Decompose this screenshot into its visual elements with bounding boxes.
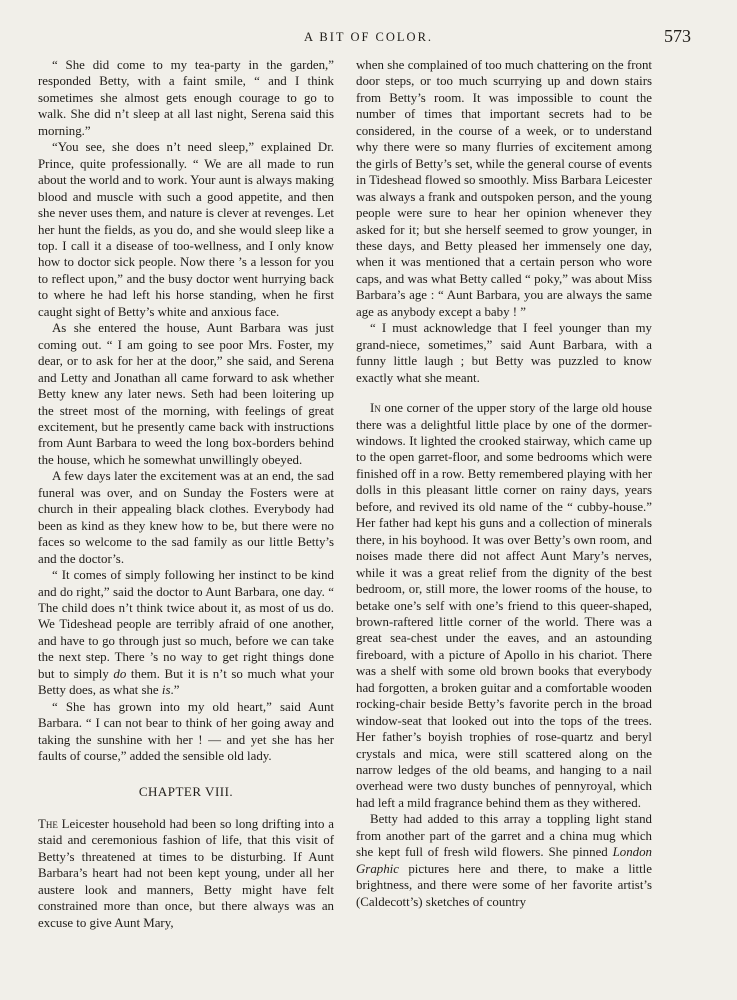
paragraph: “ She has grown into my old heart,” said Aunt Barbara. “ I can not bear to think of her going away and taking the sunshine with her ! — and yet she has her faults of course,” added the sensible old lady. <box>38 699 334 764</box>
small-caps-lead: The <box>38 816 58 831</box>
paragraph: A few days later the excitement was at an end, the sad funeral was over, and on Sunday the Fosters were at church in their appealing black clothes. Everybody had been as kind as they knew how to be, but there were no faces so welcome to the sad family as our little Betty’s and the doctor’s. <box>38 469 334 566</box>
paragraph: “You see, she does n’t need sleep,” explained Dr. Prince, quite professionally. “ We are all made to run about the world and to work. Your aunt is always making blood and muscle with such a good appetite, and then she never uses them, and nature is clever at revenges. Let her hunt the fields, as you do, and she would sleep like a top. I call it a disease of too-wellness, and I only know how to doctor sick people. Now there ’s a lesson for you to reflect upon,” and the busy doctor went hurrying back to where he had left his horse standing, when he first caught sight of Betty’s white and anxious face. <box>38 140 334 319</box>
emphasis: is <box>161 683 171 698</box>
paragraph: In one corner of the upper story of the large old house there was a delightful little place by one of the dormer-windows. It lighted the crooked stairway, which came up to the open garret-floor, and some bedrooms which were finished off in a row. Betty remembered playing with her dolls in this pleasant little corner on rainy days, years before, and revived its old name of the “ cubby-house.” Her father had kept his guns and a collection of minerals there, in his boyhood. It was over Betty’s own room, and noises made there did not affect Aunt Mary’s nerves, while it was a great relief from the dignity of the best bedroom, or, still more, the lower rooms of the house, to betake one’s self with one’s friend to this queer-shaped, brown-raftered little corner of the world. There was a great sea-chest under the eaves, and an astounding fireboard, with a picture of Apollo in his chariot. There was a shelf with some old brown books that everybody had forgotten, a broken guitar and a comfortable wooden rocking-chair beside Betty’s favorite perch in the broad window-seat that looked out into the tops of the trees. Her father’s boyish trophies of rose-quartz and beryl crystals and mica, were still scattered along on the narrow ledges of the old beams, and hanging to a nail overhead were two dusty bunches of pennyroyal, which had left a mild fragrance behind them as they withered. <box>356 401 652 810</box>
paragraph: “ She did come to my tea-party in the garden,” responded Betty, with a faint smile, “ and I think sometimes she almost gets enough courage to go to walk. She did n’t sleep at all last night, Serena said this morning.” <box>38 58 334 138</box>
emphasis: do <box>113 666 127 681</box>
page-header <box>40 26 697 52</box>
running-title: A BIT OF COLOR. <box>303 30 434 44</box>
left-column <box>38 57 334 931</box>
page-number: 573 <box>664 26 691 46</box>
emphasis: London Graphic <box>356 845 652 876</box>
paragraph: “ I must acknowledge that I feel younger than my grand-niece, sometimes,” said Aunt Barbara, with a funny little laugh ; but Betty was puzzled to know exactly what she meant. <box>356 321 652 385</box>
paragraph: when she complained of too much chattering on the front door steps, or too much scurrying up and down stairs from Betty’s room. It was impossible to count the number of times that important secrets had to be considered, in the course of a week, or to understand why there were so many flurries of excitement among the girls of Betty’s set, while the general course of events in Tideshead flowed so smoothly. Miss Barbara Leicester was always a frank and outspoken person, and the young people were sure to hear her opinion whenever they asked for it; but she herself seemed to grow younger, in these days, and Betty pleased her immensely one day, when it was mentioned that a certain person who wore caps, and was what Betty called “ poky,” was about Miss Barbara’s age : “ Aunt Barbara, you are always the same age as anybody except a baby ! ” <box>356 58 652 319</box>
small-caps-lead: In <box>370 401 381 416</box>
paragraph: Betty had added to this array a toppling light stand from another part of the garret and a china mug which she kept full of fresh wild flowers. She pinned London Graphic pictures here and there, to make a little brightness, and there were some of her favorite artist’s (Caldecott’s) sketches of country <box>356 812 652 909</box>
paragraph: The Leicester household had been so long drifting into a staid and ceremonious fashion of life, that this visit of Betty’s threatened at times to be disturbing. If Aunt Barbara’s heart had not been kept young, under all her austere look and manners, Betty might have felt constrained more than once, but there always was an excuse to give Aunt Mary, <box>38 816 334 930</box>
paragraph: As she entered the house, Aunt Barbara was just coming out. “ I am going to see poor Mrs. Foster, my dear, or to ask for her at the door,” she said, and Serena and Letty and Jonathan all came forward to ask whether Betty knew any later news. Seth had been loitering up the street most of the morning, with feelings of great excitement, but he presently came back with instructions from Aunt Barbara to weed the long box-borders behind the house, which he somewhat unwillingly obeyed. <box>38 321 334 467</box>
paragraph: “ It comes of simply following her instinct to be kind and do right,” said the doctor to Aunt Barbara, one day. “ The child does n’t think twice about it, as most of us do. We Tideshead people are terribly afraid of one another, and have to go through just so much, before we can take the next step. There ’s no way to get right things done but to simply do them. But it is n’t so much what your Betty does, as what she is.” <box>38 568 335 698</box>
right-column <box>356 57 652 910</box>
chapter-heading: CHAPTER VIII. <box>138 784 234 800</box>
